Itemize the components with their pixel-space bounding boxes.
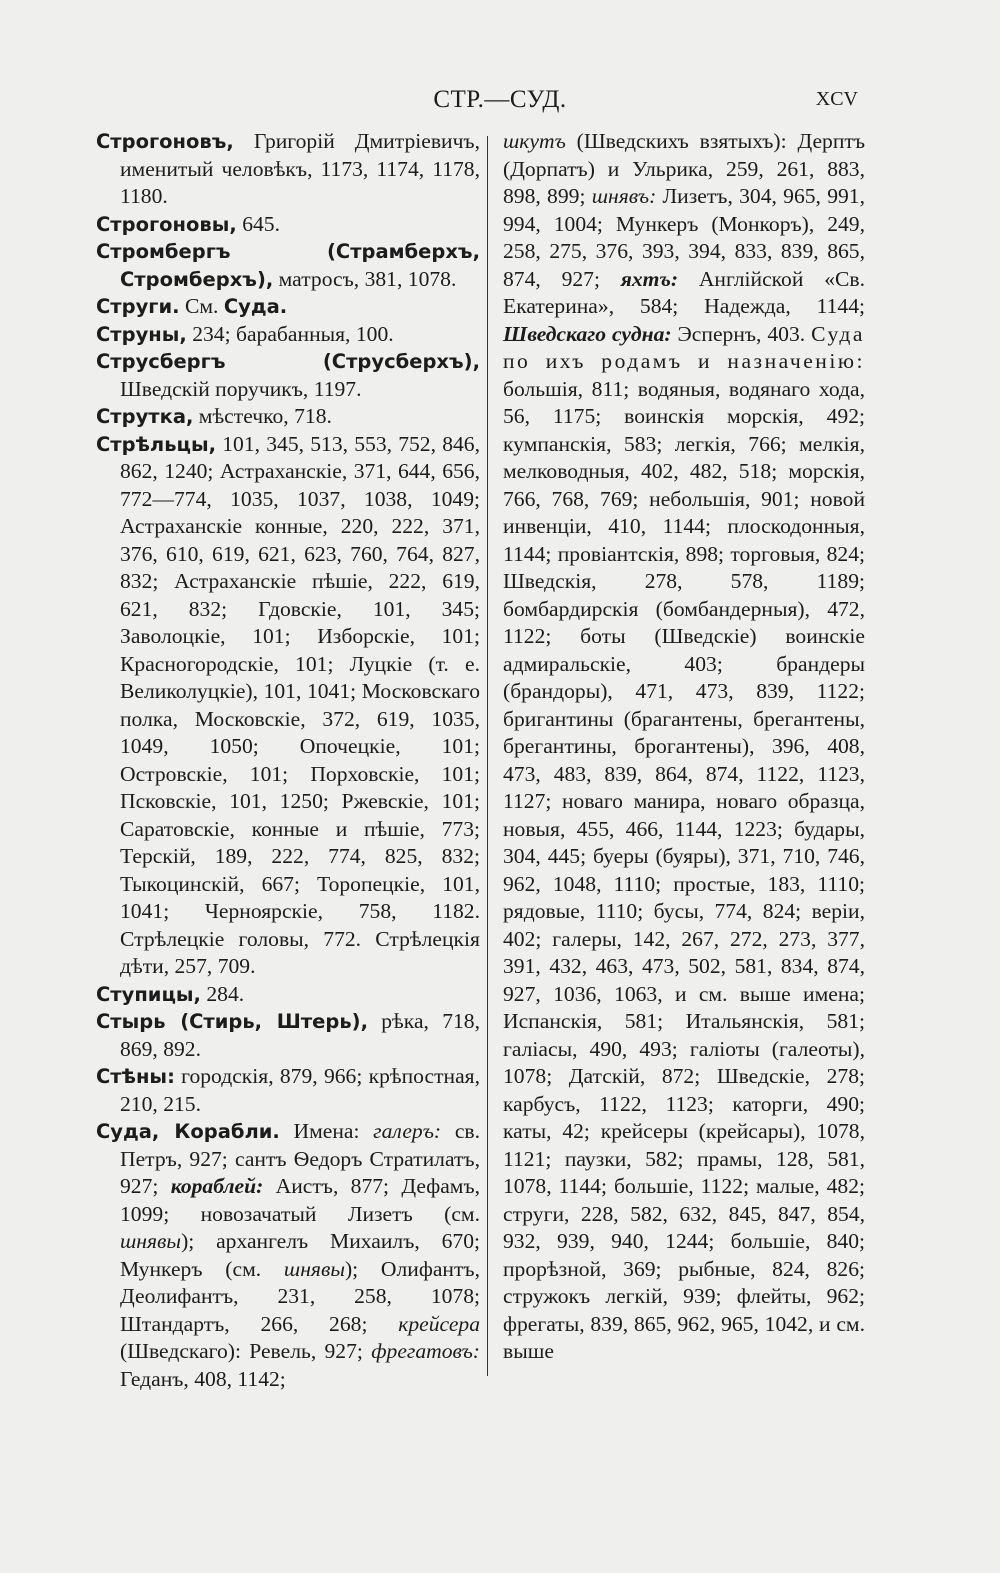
page-number: XCV — [815, 88, 858, 110]
entry-text: (Шведскихъ взятыхъ): Дерптъ (Дорпатъ) и Ульрика, 259, 261, 883, 898, 899; — [503, 129, 865, 208]
entry-text: мѣстечко, 718. — [193, 404, 332, 428]
headword: Стромбергъ (Страмберхъ, Стромберхъ), — [96, 240, 480, 291]
index-entry — [96, 238, 480, 293]
headword: Ступицы, — [96, 982, 201, 1006]
subheading: шкутъ — [503, 129, 566, 153]
index-entry — [96, 293, 480, 321]
index-entry — [96, 321, 480, 349]
headword: Строгоновъ, — [96, 130, 234, 153]
index-entry — [96, 431, 480, 981]
headword: Струсбергъ (Струсберхъ), — [96, 350, 480, 373]
entry-text: Имена: — [279, 1119, 374, 1143]
headword: Суда, Корабли. — [96, 1120, 280, 1143]
index-entry — [96, 1063, 480, 1118]
entry-text: 284. — [200, 981, 245, 1006]
subheading: шнявъ: — [591, 184, 657, 208]
index-entry — [96, 211, 480, 239]
subheading: галеръ: — [373, 1119, 442, 1143]
entry-text: Шведскій поручикъ, 1197. — [120, 376, 362, 401]
cross-reference: шнявы — [120, 1229, 182, 1253]
subheading: фрегатовъ: — [371, 1339, 480, 1363]
left-column — [96, 128, 480, 1393]
entry-text: Лизетъ, 304, 965, 991, 994, 1004; Мункеръ (Монкоръ), 249, 258, 275, 376, 393, 394, 833, 839, 865, 874, 927; — [503, 184, 866, 291]
subheading: Шведскаго судна: — [503, 321, 672, 346]
cross-reference: шнявы — [283, 1256, 345, 1281]
entry-text: городскія, 879, 966; крѣпостная, 210, 215. — [120, 1064, 480, 1116]
entry-text: Эспернъ, 403. — [671, 321, 812, 346]
entry-text: большія, 811; водяныя, водянаго хода, 56, 1175; воинскія морскія, 492; кумпанскія, 583; легкія, 766; мелкія, мелководныя, 402, 482, 518; морскія, 766, 768, 769; небольшія, 901; новой инвенціи, 410, 1144; плоскодонныя, 1144; провіантскія, 898; торговыя, 824; Шведскія, 278, 578, 1189; бомбардирскія (бомбандерныя), 472, 1122; боты (Шведскіе) воинскіе адмиральскіе, 403; брандеры (брандоры), 471, 473, 839, 1122; бригантины (брагантены, брегантены, брегантины, брогантены), 396, 408, 473, 483, 839, 864, 874, 1122, 1123, 1127; новаго манира, новаго образца, новыя, 455, 466, 1144, 1223; будары, 304, 445; буеры (буяры), 371, 710, 746, 962, 1048, 1110; простые, 183, 1110; рядовые, 1110; бусы, 774, 824; веріи, 402; галеры, 142, 267, 272, 273, 377, 391, 432, 463, 473, 502, 581, 834, 874, 927, 1036, 1063, и см. выше имена; Испанскія, 581; Итальянскія, 581; галіасы, 490, 493; галіоты (галеоты), 1078; Датскій, 872; Шведскіе, 278; карбусъ, 1122, 1123; каторги, 490; каты, 42; крейсеры (крейсары), 1078, 1121; паузки, 582; прамы, 128, 581, 1078, 1144; большіе, 1122; малые, 482; струги, 228, 582, 632, 845, 847, 854, 932, 939, 940, 1244; большіе, 840; прорѣзной, 369; рыбные, 824, 826; стружокъ легкій, 939; флейты, 962; фрегаты, 839, 865, 962, 965, 1042, и см. выше — [503, 376, 865, 1363]
headword: Струтка, — [96, 405, 194, 428]
headword: Струны, — [96, 322, 187, 346]
headword: Стырь (Стирь, Штерь), — [96, 1010, 368, 1033]
entry-text: св. Петръ, 927; сантъ Ѳедоръ Стратилатъ, 927; — [120, 1119, 480, 1198]
running-head — [0, 84, 1000, 120]
subheading: кораблей: — [170, 1174, 264, 1198]
cross-reference: Суда. — [223, 295, 288, 318]
entry-text: Аистъ, 877; Дефамъ, 1099; новозачатый Лизетъ (см. — [120, 1174, 481, 1226]
entry-text: Англійской «Св. Екатерина», 584; Надежда, 1144; — [503, 266, 865, 318]
spaced-subheading: Суда по ихъ родамъ и назначенію: — [503, 321, 865, 373]
headword: Строгоновы, — [96, 212, 237, 236]
entry-text: (Шведскаго): Ревель, 927; — [120, 1339, 372, 1363]
entry-text: Григорій Дмитріевичъ, именитый человѣкъ, 1173, 1174, 1178, 1180. — [120, 129, 480, 208]
headword: Стрѣльцы, — [96, 432, 217, 456]
column-divider — [487, 136, 488, 1376]
entry-text: рѣка, 718, 869, 892. — [120, 1009, 480, 1061]
entry-text: Геданъ, 408, 1142; — [120, 1366, 286, 1391]
right-column — [503, 128, 865, 1366]
entry-text: 101, 345, 513, 553, 752, 846, 862, 1240; Астраханскіе, 371, 644, 656, 772—774, 1035, 1037, 1038, 1049; Астраханскіе конные, 220, 222, 371, 376, 610, 619, 621, 623, 760, 764, 827, 832; Астраханскіе пѣшіе, 222, 619, 621, 832; Гдовскіе, 101, 345; Заволоцкіе, 101; Изборскіе, 101; Красногородскіе, 101; Луцкіе (т. е. Великолуцкіе), 101, 1041; Московскаго полка, Московскіе, 372, 619, 1035, 1049, 1050; Опочецкіе, 101; Островскіе, 101; Порховскіе, 101; Псковскіе, 101, 1250; Ржевскіе, 101; Саратовскіе, конные и пѣшіе, 773; Терскій, 189, 222, 774, 825, 832; Тыкоцинскій, 667; Торопецкіе, 101, 1041; Черноярскіе, 758, 1182. Стрѣлецкіе головы, 772. Стрѣлецкія дѣти, 257, 709. — [120, 431, 480, 978]
index-entry-continued — [503, 128, 865, 1366]
entry-text: ); Олифантъ, Деолифантъ, 231, 258, 1078; Штандартъ, 266, 268; — [120, 1256, 480, 1336]
entry-text: 234; барабанныя, 100. — [186, 321, 394, 346]
index-entry — [96, 128, 480, 211]
index-entry — [96, 348, 480, 403]
entry-text: матросъ, 381, 1078. — [273, 266, 457, 291]
index-entry-suda — [96, 1118, 480, 1393]
entry-text: См. — [179, 294, 224, 318]
entry-text: ); архангелъ Михаилъ, 670; Мункеръ (см. — [120, 1229, 480, 1281]
headword: Струги. — [96, 295, 180, 318]
subheading: яхтъ: — [620, 266, 679, 291]
entry-text: 645. — [236, 211, 280, 236]
index-entry — [96, 981, 480, 1009]
index-entry — [96, 403, 480, 431]
index-entry — [96, 1008, 480, 1063]
subheading: крейсера — [398, 1311, 480, 1336]
headword: Стѣны: — [96, 1065, 175, 1088]
page-title: СТР.—СУД. — [433, 86, 567, 113]
